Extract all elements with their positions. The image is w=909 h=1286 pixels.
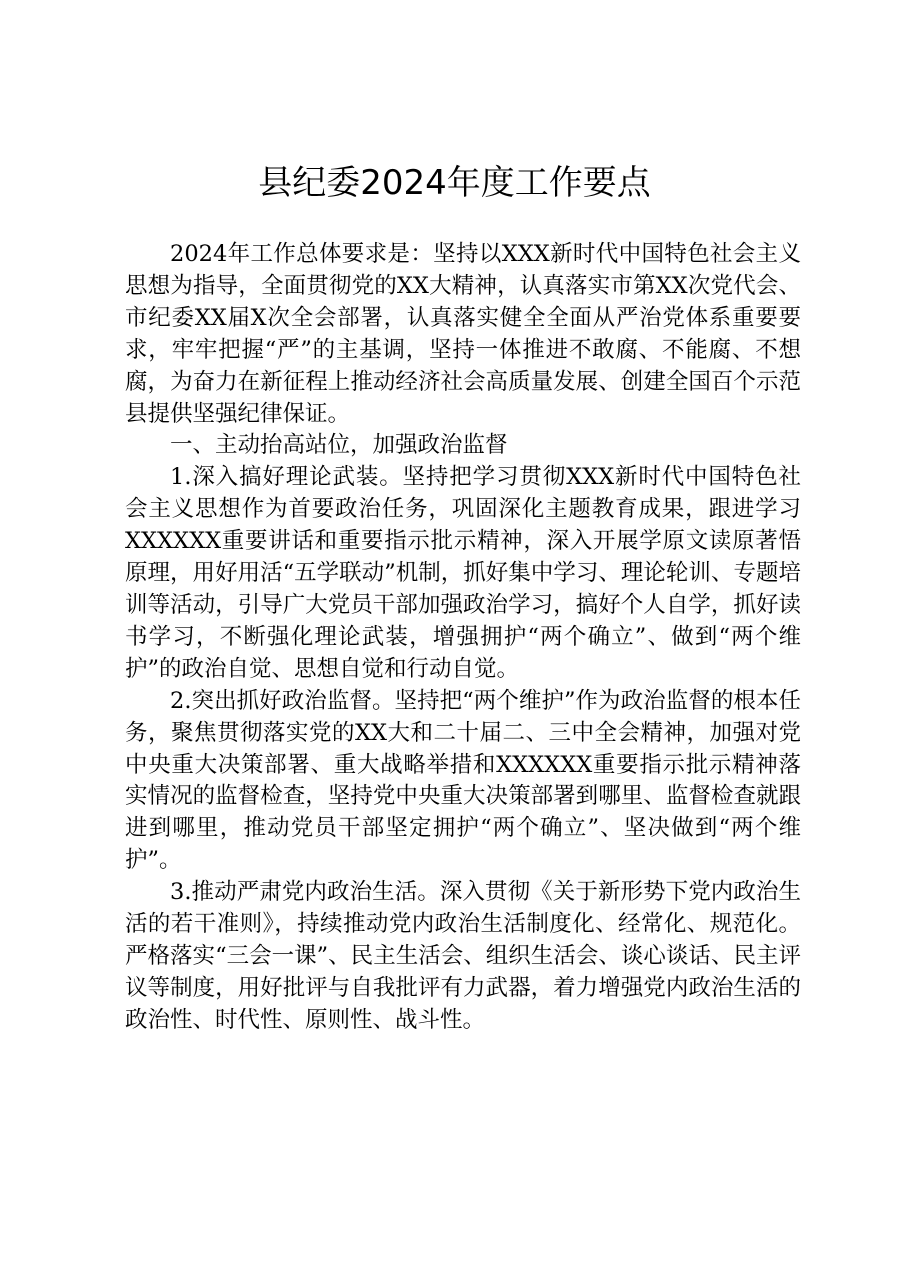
document-body bbox=[125, 239, 801, 1037]
section-heading-1: 一、主动抬高站位，加强政治监督 bbox=[170, 432, 508, 459]
item-paragraph-1: 1.深入搞好理论武装。坚持把学习贯彻XXX新时代中国特色社会主义思想作为首要政治任务，巩固深化主题教育成果，跟进学习XXXXXX重要讲话和重要指示批示精神，深入开展学原文读原著悟原理，用好用活“五学联动”机制，抓好集中学习、理论轮训、专题培训等活动，引导广大党员干部加强政治学习，搞好个人自学，抓好读书学习，不断强化理论武装，增强拥护“两个确立”、做到“两个维护”的政治自觉、思想自觉和行动自觉。 bbox=[125, 464, 801, 682]
document-title: 县纪委2024年度工作要点 bbox=[258, 163, 651, 203]
item-paragraph-3: 3.推动严肃党内政治生活。深入贯彻《关于新形势下党内政治生活的若干准则》，持续推动党内政治生活制度化、经常化、规范化。严格落实“三会一课”、民主生活会、组织生活会、谈心谈话、民主评议等制度，用好批评与自我批评有力武器，着力增强党内政治生活的政治性、时代性、原则性、战斗性。 bbox=[125, 879, 801, 1033]
item-paragraph-2: 2.突出抓好政治监督。坚持把“两个维护”作为政治监督的根本任务，聚焦贯彻落实党的XX大和二十届二、三中全会精神，加强对党中央重大决策部署、重大战略举措和XXXXXX重要指示批示精神落实情况的监督检查，坚持党中央重大决策部署到哪里、监督检查就跟进到哪里，推动党员干部坚定拥护“两个确立”、坚决做到“两个维护”。 bbox=[125, 687, 801, 874]
intro-paragraph: 2024年工作总体要求是：坚持以XXX新时代中国特色社会主义思想为指导，全面贯彻党的XX大精神，认真落实市第XX次党代会、市纪委XX届X次全会部署，认真落实健全全面从严治党体系重要要求，牢牢把握“严”的主基调，坚持一体推进不敢腐、不能腐、不想腐，为奋力在新征程上推动经济社会高质量发展、创建全国百个示范县提供坚强纪律保证。 bbox=[125, 241, 801, 427]
